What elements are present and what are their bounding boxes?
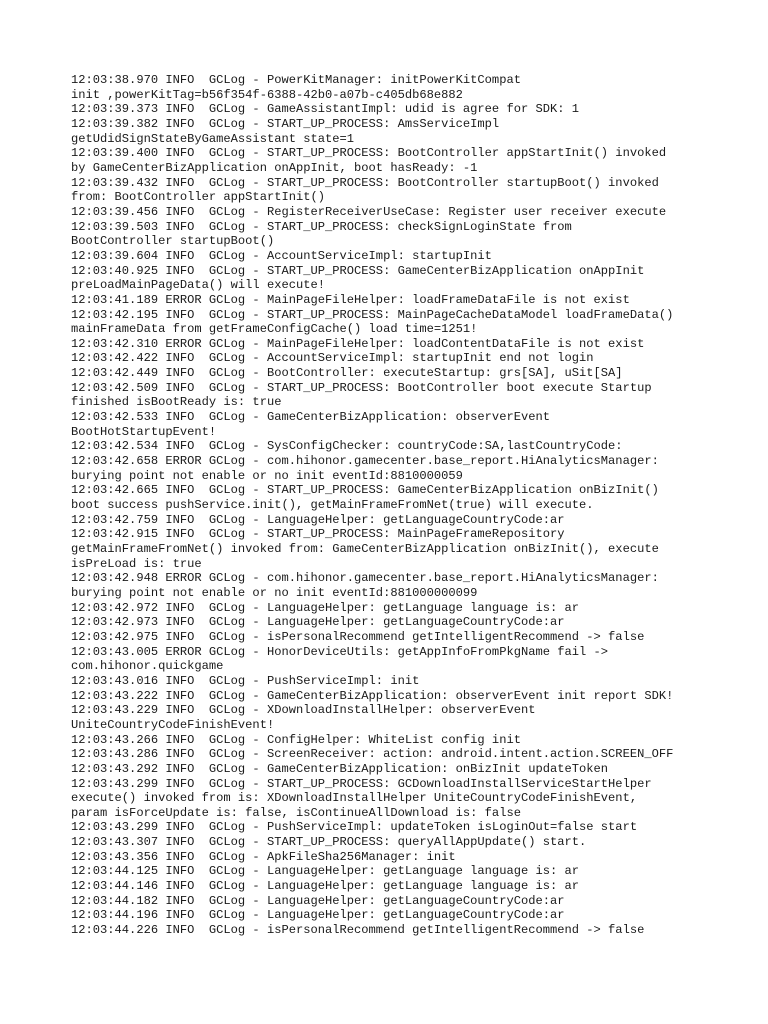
log-line: BootHotStartupEvent! [71,424,217,439]
log-line: 12:03:42.759 INFO GCLog - LanguageHelper: getLanguageCountryCode:ar [71,512,565,527]
log-line: finished isBootReady is: true [71,395,282,410]
log-line: BootController startupBoot() [71,234,275,249]
log-line: isPreLoad is: true [71,556,202,571]
log-line: 12:03:42.310 ERROR GCLog - MainPageFileHelper: loadContentDataFile is not exist [71,336,645,351]
log-line: 12:03:39.400 INFO GCLog - START_UP_PROCESS: BootController appStartInit() invoked [71,146,667,161]
log-line: 12:03:42.948 ERROR GCLog - com.hihonor.gamecenter.base_report.HiAnalyticsManager: [71,571,659,586]
log-line: 12:03:42.534 INFO GCLog - SysConfigChecker: countryCode:SA,lastCountryCode: [71,439,623,454]
log-line: UniteCountryCodeFinishEvent! [71,717,275,732]
log-line: 12:03:44.196 INFO GCLog - LanguageHelper: getLanguageCountryCode:ar [71,908,565,923]
log-line: from: BootController appStartInit() [71,190,326,205]
log-line: getMainFrameFromNet() invoked from: GameCenterBizApplication onBizInit(), execute [71,542,659,556]
log-document [71,73,761,938]
log-line: 12:03:42.509 INFO GCLog - START_UP_PROCESS: BootController boot execute Startup [71,380,652,395]
log-line: 12:03:43.299 INFO GCLog - PushServiceImpl: updateToken isLoginOut=false start [71,820,638,835]
log-line: 12:03:42.533 INFO GCLog - GameCenterBizApplication: observerEvent [71,410,550,425]
log-line: 12:03:43.286 INFO GCLog - ScreenReceiver: action: android.intent.action.SCREEN_OFF [71,747,674,762]
log-line: 12:03:42.665 INFO GCLog - START_UP_PROCESS: GameCenterBizApplication onBizInit() [71,483,659,498]
log-line: 12:03:44.226 INFO GCLog - isPersonalRecommend getIntelligentRecommend -> false [71,923,645,938]
log-line: 12:03:38.970 INFO GCLog - PowerKitManager: initPowerKitCompat [71,73,521,87]
log-line: param isForceUpdate is: false, isContinueAllDownload is: false [71,805,521,820]
log-line: 12:03:44.125 INFO GCLog - LanguageHelper: getLanguage language is: ar [71,864,580,879]
log-line: burying point not enable or no init eventId:8810000059 [71,468,463,483]
log-line: 12:03:43.016 INFO GCLog - PushServiceImpl: init [71,673,420,688]
log-line: boot success pushService.init(), getMainFrameFromNet(true) will execute. [71,498,594,513]
log-line: execute() invoked from is: XDownloadInstallHelper UniteCountryCodeFinishEvent, [71,791,638,806]
log-line: 12:03:43.222 INFO GCLog - GameCenterBizApplication: observerEvent init report SDK! [71,688,674,703]
log-line: 12:03:43.356 INFO GCLog - ApkFileSha256Manager: init [71,849,456,864]
log-line: 12:03:43.307 INFO GCLog - START_UP_PROCESS: queryAllAppUpdate() start. [71,835,587,850]
log-line: 12:03:43.292 INFO GCLog - GameCenterBizApplication: onBizInit updateToken [71,761,609,776]
log-line: by GameCenterBizApplication onAppInit, boot hasReady: -1 [71,160,478,175]
log-line: mainFrameData from getFrameConfigCache() load time=1251! [71,322,478,337]
log-line: 12:03:42.658 ERROR GCLog - com.hihonor.gamecenter.base_report.HiAnalyticsManager: [71,454,659,469]
log-line: 12:03:44.182 INFO GCLog - LanguageHelper: getLanguageCountryCode:ar [71,893,565,908]
log-line: 12:03:39.382 INFO GCLog - START_UP_PROCESS: AmsServiceImpl [71,116,500,131]
log-line: 12:03:42.449 INFO GCLog - BootController: executeStartup: grs[SA], uSit[SA] [71,366,623,381]
log-line: com.hihonor.quickgame [71,659,224,674]
log-line: 12:03:44.146 INFO GCLog - LanguageHelper: getLanguage language is: ar [71,879,580,894]
log-line: 12:03:39.604 INFO GCLog - AccountServiceImpl: startupInit [71,248,492,263]
log-line: 12:03:42.195 INFO GCLog - START_UP_PROCESS: MainPageCacheDataModel loadFrameData() [71,307,674,322]
log-line: 12:03:42.972 INFO GCLog - LanguageHelper: getLanguage language is: ar [71,600,580,615]
log-line: preLoadMainPageData() will execute! [71,278,326,293]
log-line: getUdidSignStateByGameAssistant state=1 [71,131,355,146]
log-line: 12:03:39.432 INFO GCLog - START_UP_PROCESS: BootController startupBoot() invoked [71,175,659,190]
log-line: 12:03:41.189 ERROR GCLog - MainPageFileHelper: loadFrameDataFile is not exist [71,292,630,307]
log-line: 12:03:43.299 INFO GCLog - START_UP_PROCESS: GCDownloadInstallServiceStartHelper [71,776,652,791]
log-line: 12:03:43.005 ERROR GCLog - HonorDeviceUtils: getAppInfoFromPkgName fail -> [71,644,609,659]
log-line: 12:03:42.975 INFO GCLog - isPersonalRecommend getIntelligentRecommend -> false [71,629,645,644]
log-line: 12:03:40.925 INFO GCLog - START_UP_PROCESS: GameCenterBizApplication onAppInit [71,263,645,278]
log-line: 12:03:39.373 INFO GCLog - GameAssistantImpl: udid is agree for SDK: 1 [71,102,580,117]
log-line: 12:03:39.503 INFO GCLog - START_UP_PROCESS: checkSignLoginState from [71,219,572,234]
log-line: 12:03:42.915 INFO GCLog - START_UP_PROCESS: MainPageFrameRepository [71,527,565,542]
log-line: burying point not enable or no init eventId:881000000099 [71,585,478,600]
log-line: 12:03:42.973 INFO GCLog - LanguageHelper: getLanguageCountryCode:ar [71,615,565,630]
log-line: 12:03:43.266 INFO GCLog - ConfigHelper: WhiteList config init [71,732,521,747]
log-line: 12:03:39.456 INFO GCLog - RegisterReceiverUseCase: Register user receiver execute [71,204,667,219]
log-line: 12:03:42.422 INFO GCLog - AccountServiceImpl: startupInit end not login [71,351,594,366]
log-line: init ,powerKitTag=b56f354f-6388-42b0-a07b-c405db68e882 [71,87,463,102]
log-line: 12:03:43.229 INFO GCLog - XDownloadInstallHelper: observerEvent [71,703,536,718]
log-body [71,73,761,938]
